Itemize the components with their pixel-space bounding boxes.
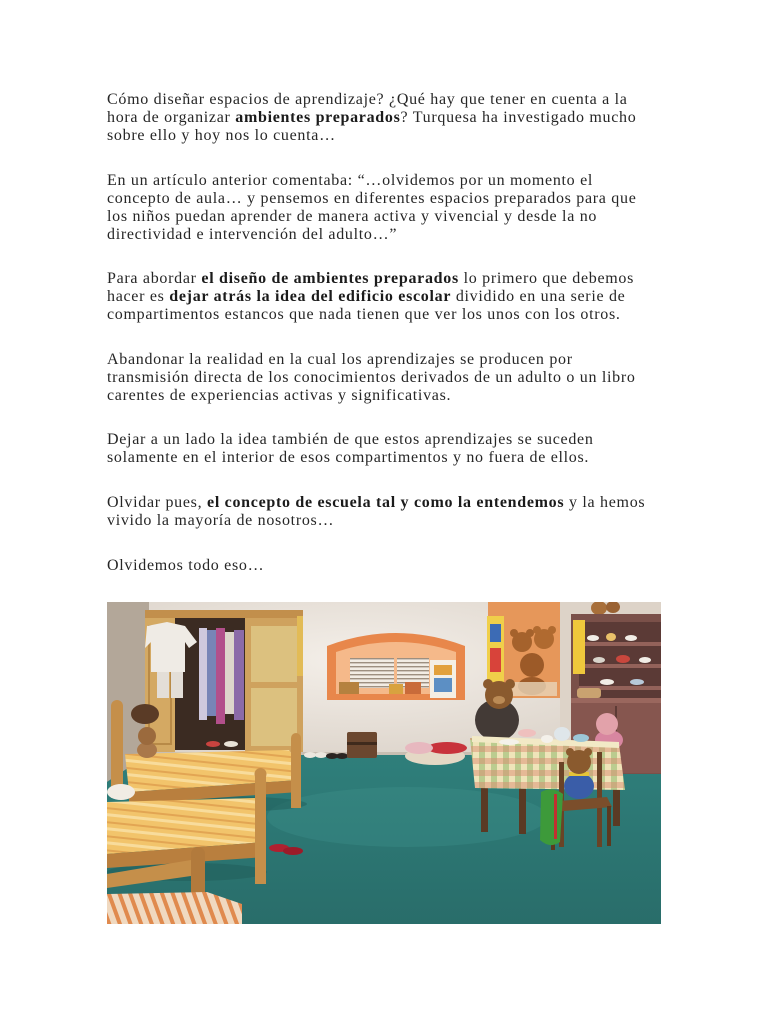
text-line [107,172,707,190]
mural-bear-ear [510,629,518,637]
niche-picture-detail [434,665,452,675]
dish [630,679,644,685]
cabinet-ledge [571,698,661,703]
text-line [107,109,707,127]
bear-ear [584,748,592,756]
mural-bear-ear [526,629,534,637]
paragraph [107,494,707,530]
classroom-photo [107,602,661,924]
green-bag-stripe [554,794,557,839]
text-run: Cómo diseñar espacios de aprendizaje? ¿Qué hay que tener en cuenta a la [107,91,628,108]
paragraph [107,351,707,405]
paragraph [107,172,707,244]
bear-head [596,713,618,735]
text-run: compartimentos estancos que nada tienen que ver los unos con los otros. [107,306,621,324]
dish [625,635,637,641]
article-body [107,91,707,601]
bold-text: ambientes preparados [235,109,401,126]
text-run: hora de organizar [107,109,236,126]
bed-post-knob [191,847,205,861]
text-run: dividido en una serie de [451,288,626,306]
text-line [107,270,707,288]
mural-bear-head [520,653,544,677]
hanging-clothes [199,628,207,720]
dish [616,655,630,663]
text-run: Olvidar pues, [107,493,208,511]
shoe [304,752,316,758]
bear-snout [493,696,505,704]
suitcase-strap [347,742,377,745]
door-panel [251,688,297,746]
bear-shirt [564,773,594,799]
wardrobe [145,610,303,752]
text-line [107,512,707,530]
text-line [107,494,707,512]
wardrobe-shoe [224,741,238,747]
text-line [107,431,707,449]
classroom-photo-drawing [107,602,661,924]
text-line [107,351,707,369]
text-line [107,190,707,208]
shoe [336,753,348,759]
niche-box [389,684,403,694]
dish [639,657,651,663]
text-run: Olvidemos todo eso… [107,556,265,574]
niche-picture-detail [434,678,452,692]
hanging-pants [157,672,169,698]
hanging-pants [171,672,183,698]
text-line [107,387,707,405]
shelf-board [579,642,661,646]
bear-ear [566,748,574,756]
text-run: En un artículo anterior comentaba: “…olvidemos por un momento el [107,171,594,189]
wardrobe-top-rail [145,610,303,618]
text-line [107,208,707,226]
text-run: lo primero que debemos [458,270,635,288]
table-leg [481,786,488,832]
text-run: solamente en el interior de esos compartimentos y no fuera de ellos. [107,449,590,467]
green-bag [540,789,563,845]
dish [593,657,605,663]
mural-bear-ear [548,626,556,634]
bed-foot-board [255,774,266,884]
dish [606,633,616,641]
cup [541,735,553,743]
door-panel [251,626,297,682]
bear-ear [505,679,515,689]
niche-box [339,682,359,694]
teapot [554,727,570,741]
paragraph [107,270,707,324]
hanging-clothes [207,630,216,716]
text-run: vivido la mayoría de nosotros… [107,511,335,529]
bed-post-knob [255,768,267,780]
text-run: transmisión directa de los conocimientos derivados de un adulto o un libro [107,368,636,386]
text-run: y la hemos [564,493,646,511]
wall-picture-detail [490,648,501,672]
text-line [107,127,707,145]
hanging-clothes [225,632,234,714]
teddy-bear-on-bed-head [138,727,156,745]
text-run: ? Turquesa ha investigado mucho [400,109,637,126]
text-run: hacer es [107,288,170,306]
bear-ear [483,679,493,689]
bed-foot-board [291,738,301,808]
niche-box [405,682,421,694]
chair-leg [607,806,611,846]
text-line [107,449,707,467]
paragraph [107,91,707,145]
text-run: Abandonar la realidad en la cual los aprendizajes se producen por [107,350,573,368]
text-run: los niños puedan aprender de manera activa y vivencial y desde la no [107,207,598,225]
text-run: carentes de experiencias activas y significativas. [107,386,452,404]
shoe [315,752,327,758]
door-trim [297,616,303,676]
text-run: sobre ello y hoy nos lo cuenta… [107,127,336,144]
bold-text: el diseño de ambientes preparados [201,270,459,288]
wall-picture-detail [490,624,501,642]
dish [587,635,599,641]
table-leg [519,788,526,834]
shelf-board [579,664,661,668]
text-line [107,226,707,244]
lace-basket [107,784,135,800]
text-run: concepto de aula… y pensemos en diferentes espacios preparados para que [107,189,637,207]
hanging-bag [131,704,159,724]
red-shoe [283,847,303,855]
bold-text: dejar atrás la idea del edificio escolar [169,288,452,306]
bowl [518,729,536,737]
text-line [107,369,707,387]
text-line [107,557,707,575]
floor-cushion [405,742,433,754]
mural-bear-ear [533,626,541,634]
text-run: Para abordar [107,270,202,288]
plate [499,739,519,745]
text-run: directividad e intervención del adulto…” [107,225,398,243]
bed-post-knob [111,700,123,712]
wardrobe-shoe [206,741,220,747]
dish [600,679,614,685]
text-line [107,91,707,109]
hanging-towel [573,620,585,674]
basket [577,688,601,698]
bowl [573,734,589,742]
text-run: Dejar a un lado la idea también de que estos aprendizajes se suceden [107,431,594,449]
bold-text: el concepto de escuela tal y como la entendemos [207,493,565,511]
wall-niche [327,633,465,700]
bed-post-knob [291,733,301,743]
table-leg [613,786,620,826]
text-line [107,306,707,324]
hanging-clothes [234,630,244,720]
paragraph [107,431,707,467]
paragraph [107,557,707,575]
text-line [107,288,707,306]
hanging-clothes [216,628,225,724]
floor-reflection [267,787,547,847]
